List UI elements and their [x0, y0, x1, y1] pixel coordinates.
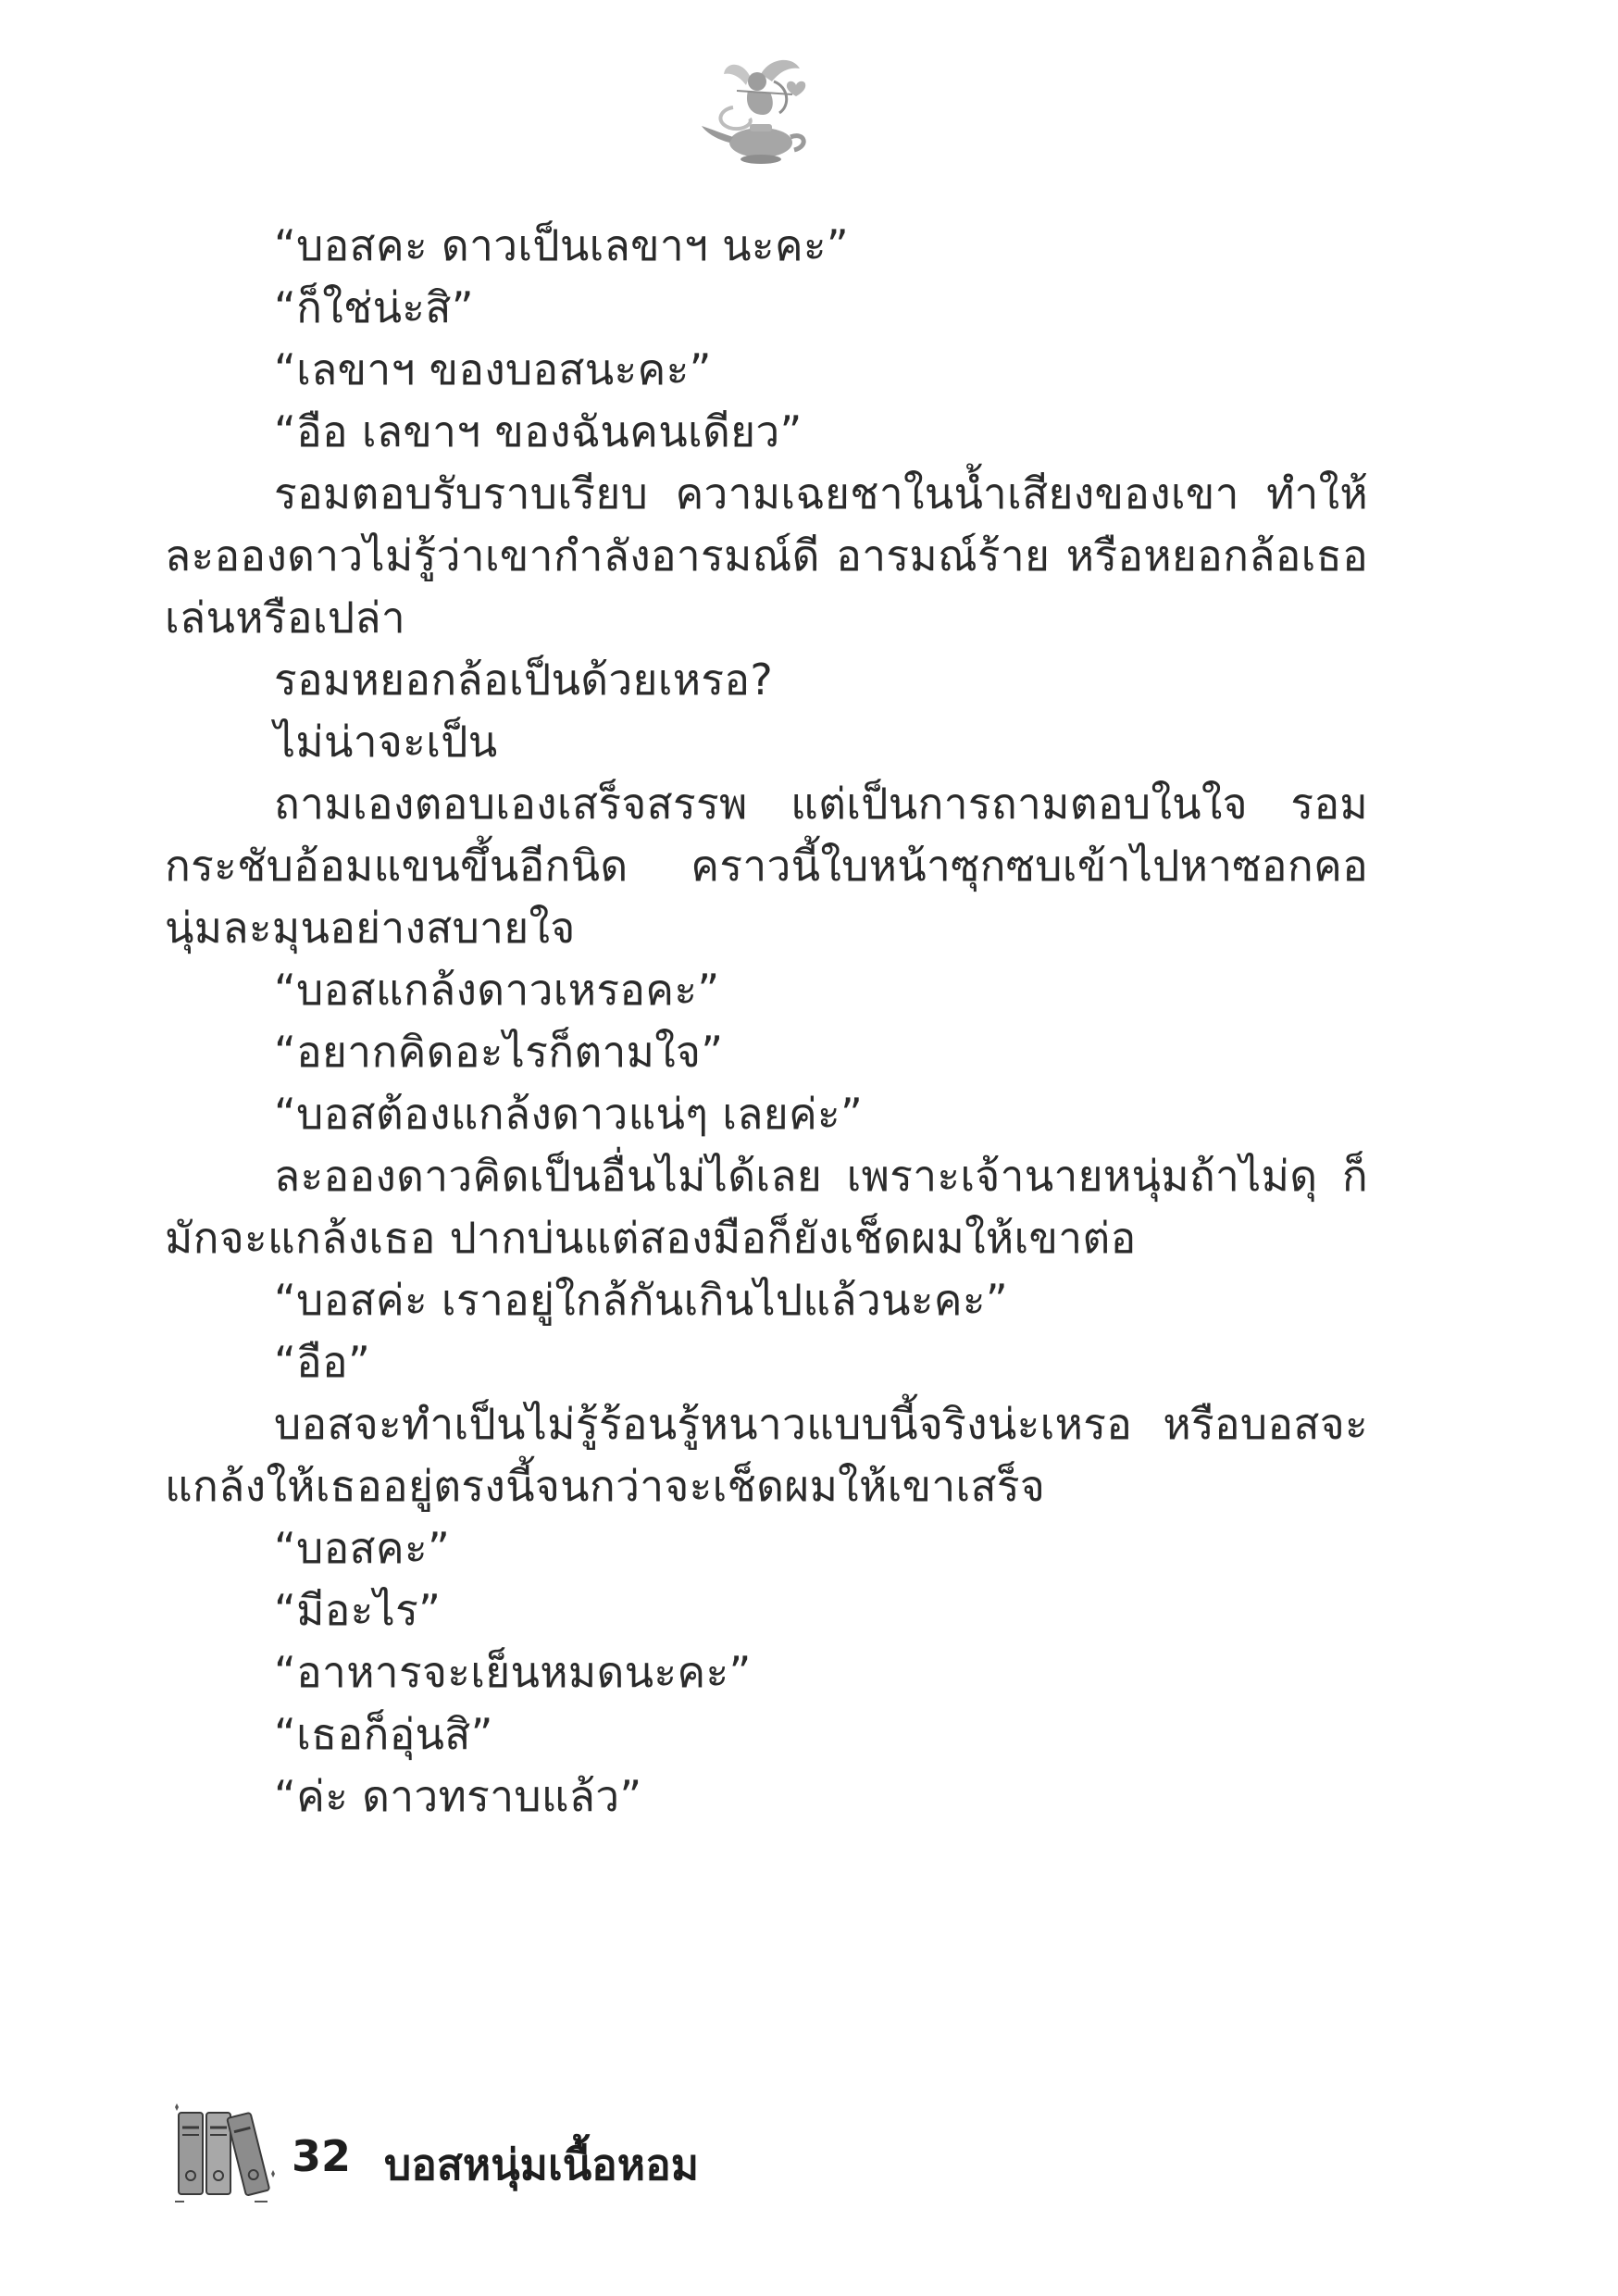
paragraph: ละอองดาวคิดเป็นอื่นไม่ได้เลย เพราะเจ้านายหนุ่มถ้าไม่ดุ ก็มักจะแกล้งเธอ ปากบ่นแต่สองมือก็ยังเช็ดผมให้เขาต่อ [165, 1151, 1368, 1263]
paragraph: รอมหยอกล้อเป็นด้วยเหรอ? [274, 655, 774, 705]
paragraph: “บอสคะ ดาวเป็นเลขาฯ นะคะ” [274, 220, 850, 270]
books-icon [171, 2100, 280, 2209]
paragraph: ไม่น่าจะเป็น [274, 717, 498, 767]
page-body [165, 215, 1368, 1828]
paragraph: “อือ” [274, 1337, 371, 1387]
paragraph: “อือ เลขาฯ ของฉันคนเดียว” [274, 406, 803, 456]
paragraph: “มีอะไร” [274, 1585, 442, 1635]
paragraph: “บอสค่ะ เราอยู่ใกล้กันเกินไปแล้วนะคะ” [274, 1275, 1008, 1325]
paragraph: “เธอก็อุ่นสิ” [274, 1709, 493, 1759]
paragraph: ถามเองตอบเองเสร็จสรรพ แต่เป็นการถามตอบในใจ รอมกระชับอ้อมแขนขึ้นอีกนิด คราวนี้ใบหน้าซุกซบเข้าไปหาซอกคอนุ่มละมุนอย่างสบายใจ [165, 779, 1368, 953]
paragraph: “บอสคะ” [274, 1523, 451, 1573]
paragraph: “ก็ใช่น่ะสิ” [274, 282, 474, 332]
paragraph: “เลขาฯ ของบอสนะคะ” [274, 344, 712, 394]
paragraph: “อยากคิดอะไรก็ตามใจ” [274, 1027, 724, 1077]
paragraph: “อาหารจะเย็นหมดนะคะ” [274, 1647, 752, 1697]
cupid-teapot-ornament-icon [696, 54, 816, 172]
paragraph: “ค่ะ ดาวทราบแล้ว” [274, 1771, 642, 1821]
page-footer [171, 2100, 819, 2211]
paragraph: “บอสแกล้งดาวเหรอคะ” [274, 965, 720, 1015]
book-title: บอสหนุ่มเนื้อหอม [384, 2140, 700, 2190]
paragraph: “บอสต้องแกล้งดาวแน่ๆ เลยค่ะ” [274, 1089, 864, 1139]
paragraph: บอสจะทำเป็นไม่รู้ร้อนรู้หนาวแบบนี้จริงน่ะเหรอ หรือบอสจะแกล้งให้เธออยู่ตรงนี้จนกว่าจะเช็ดผมให้เขาเสร็จ [165, 1399, 1368, 1511]
paragraph: รอมตอบรับราบเรียบ ความเฉยชาในน้ำเสียงของเขา ทำให้ละอองดาวไม่รู้ว่าเขากำลังอารมณ์ดี อารมณ์ร้าย หรือหยอกล้อเธอเล่นหรือเปล่า [165, 468, 1368, 643]
page-number: 32 [292, 2131, 352, 2181]
